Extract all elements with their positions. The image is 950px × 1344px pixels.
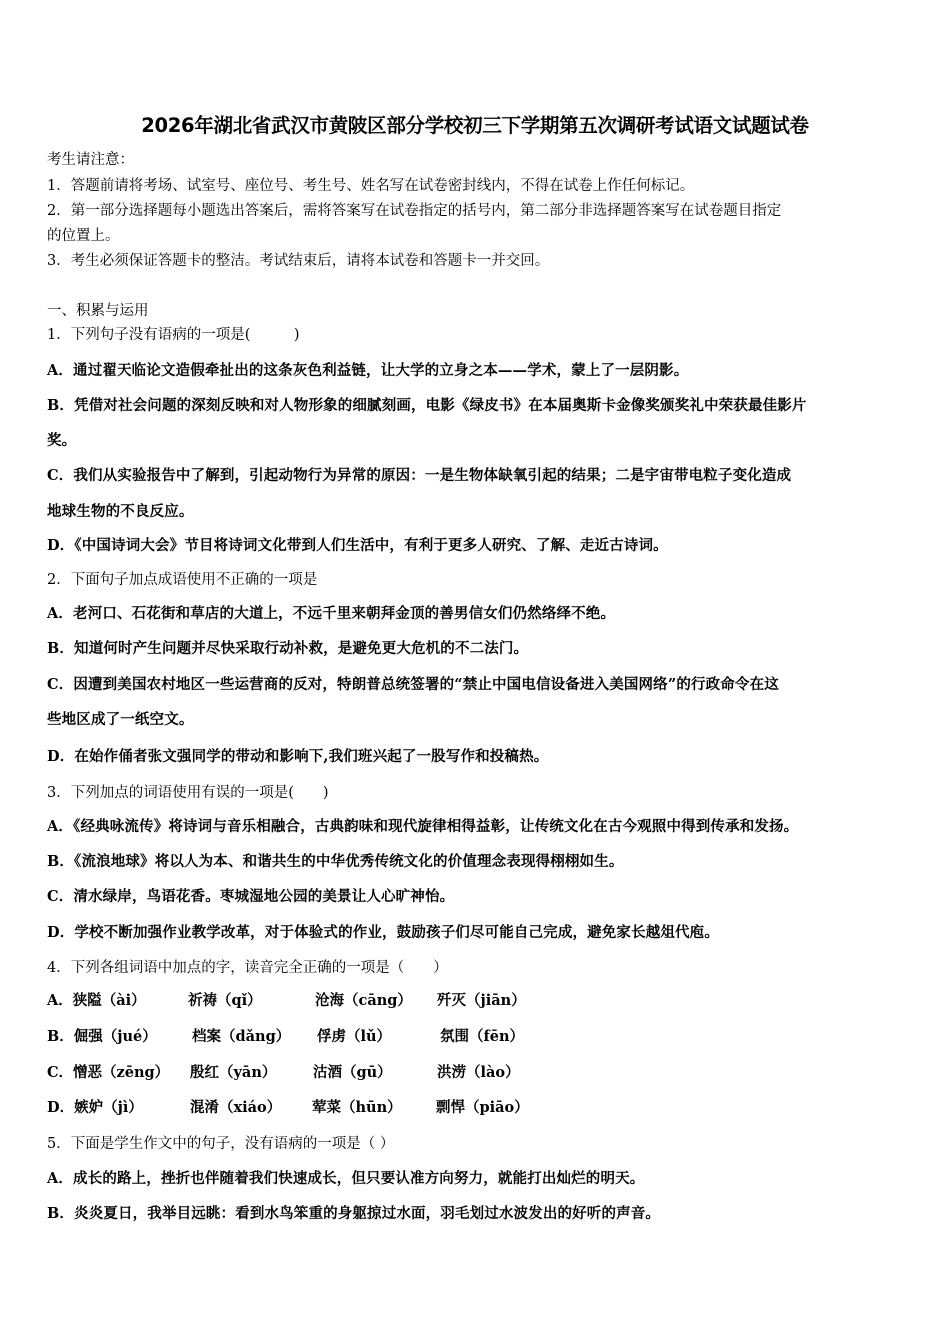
question-stem: 1．下列句子没有语病的一项是( ) (47, 327, 300, 343)
pinyin-option-label-item: D．嫉妒（jì） (47, 1099, 143, 1116)
answer-option: A．通过翟天临论文造假牵扯出的这条灰色利益链，让大学的立身之本——学术，蒙上了一层阴影。 (47, 362, 689, 379)
answer-option: C．清水绿岸，鸟语花香。枣城湿地公园的美景让人心旷神怡。 (47, 888, 455, 905)
answer-option: D．在始作俑者张文强同学的带动和影响下,我们班兴起了一股写作和投稿热。 (47, 748, 549, 765)
answer-option: B．《流浪地球》将以人为本、和谐共生的中华优秀传统文化的价值理念表现得栩栩如生。 (47, 853, 624, 870)
pinyin-item: 洪涝（lào） (437, 1064, 520, 1081)
pinyin-option-label-item: C．憎恶（zēng） (47, 1064, 170, 1081)
pinyin-item: 混淆（xiáo） (190, 1099, 282, 1116)
answer-option: 奖。 (47, 432, 77, 449)
pinyin-item: 氛围（fēn） (440, 1028, 525, 1045)
answer-option: D．《中国诗词大会》节目将诗词文化带到人们生活中，有利于更多人研究、了解、走近古诗词。 (47, 537, 668, 554)
answer-option: D．学校不断加强作业教学改革，对于体验式的作业，鼓励孩子们尽可能自己完成，避免家长越俎代庖。 (47, 924, 719, 941)
document-title: 2026年湖北省武汉市黄陂区部分学校初三下学期第五次调研考试语文试题试卷 (141, 114, 809, 137)
pinyin-option-label-item: A．狭隘（ài） (47, 992, 146, 1009)
pinyin-item: 档案（dǎng） (192, 1028, 291, 1045)
answer-option: 些地区成了一纸空文。 (47, 711, 194, 728)
answer-option: C．我们从实验报告中了解到，引起动物行为异常的原因：一是生物体缺氧引起的结果；二是宇宙带电粒子变化造成 (47, 467, 792, 484)
pinyin-item: 荤菜（hūn） (312, 1099, 402, 1116)
notes-heading: 考生请注意： (47, 152, 134, 168)
question-stem: 5．下面是学生作文中的句子，没有语病的一项是（ ） (47, 1136, 395, 1152)
answer-option: B．凭借对社会问题的深刻反映和对人物形象的细腻刻画，电影《绿皮书》在本届奥斯卡金像奖颁奖礼中荣获最佳影片 (47, 397, 807, 414)
note-line: 3．考生必须保证答题卡的整洁。考试结束后，请将本试卷和答题卡一并交回。 (47, 253, 550, 269)
question-stem: 4．下列各组词语中加点的字，读音完全正确的一项是（ ） (47, 960, 448, 976)
answer-option: C．因遭到美国农村地区一些运营商的反对，特朗普总统签署的“禁止中国电信设备进入美国网络”的行政命令在这 (47, 676, 779, 693)
answer-option: B．知道何时产生问题并尽快采取行动补救，是避免更大危机的不二法门。 (47, 640, 529, 657)
pinyin-item: 沽酒（gū） (313, 1064, 392, 1081)
answer-option: A．成长的路上，挫折也伴随着我们快速成长，但只要认准方向努力，就能打出灿烂的明天。 (47, 1170, 645, 1187)
answer-option: A．老河口、石花街和草店的大道上，不远千里来朝拜金顶的善男信女们仍然络绎不绝。 (47, 605, 616, 622)
pinyin-item: 剽悍（piāo） (436, 1099, 529, 1116)
pinyin-item: 殷红（yān） (190, 1064, 277, 1081)
question-stem: 3．下列加点的词语使用有误的一项是( ) (47, 785, 329, 801)
answer-option: B．炎炎夏日，我举目远眺：看到水鸟笨重的身躯掠过水面，羽毛划过水波发出的好听的声音。 (47, 1205, 661, 1222)
question-stem: 2．下面句子加点成语使用不正确的一项是 (47, 572, 318, 588)
answer-option: A．《经典咏流传》将诗词与音乐相融合，古典韵味和现代旋律相得益彰，让传统文化在古今观照中得到传承和发扬。 (47, 818, 799, 835)
pinyin-item: 沧海（cāng） (315, 992, 412, 1009)
note-line: 2．第一部分选择题每小题选出答案后，需将答案写在试卷指定的括号内，第二部分非选择题答案写在试卷题目指定 (47, 203, 782, 219)
note-line: 的位置上。 (47, 228, 120, 244)
pinyin-item: 祈祷（qǐ） (188, 992, 262, 1009)
pinyin-item: 歼灭（jiān） (437, 992, 526, 1009)
pinyin-item: 俘虏（lǔ） (317, 1028, 392, 1045)
pinyin-option-label-item: B．倔强（jué） (47, 1028, 157, 1045)
section-heading: 一、积累与运用 (47, 303, 149, 319)
answer-option: 地球生物的不良反应。 (47, 503, 194, 520)
note-line: 1．答题前请将考场、试室号、座位号、考生号、姓名写在试卷密封线内，不得在试卷上作任何标记。 (47, 178, 695, 194)
